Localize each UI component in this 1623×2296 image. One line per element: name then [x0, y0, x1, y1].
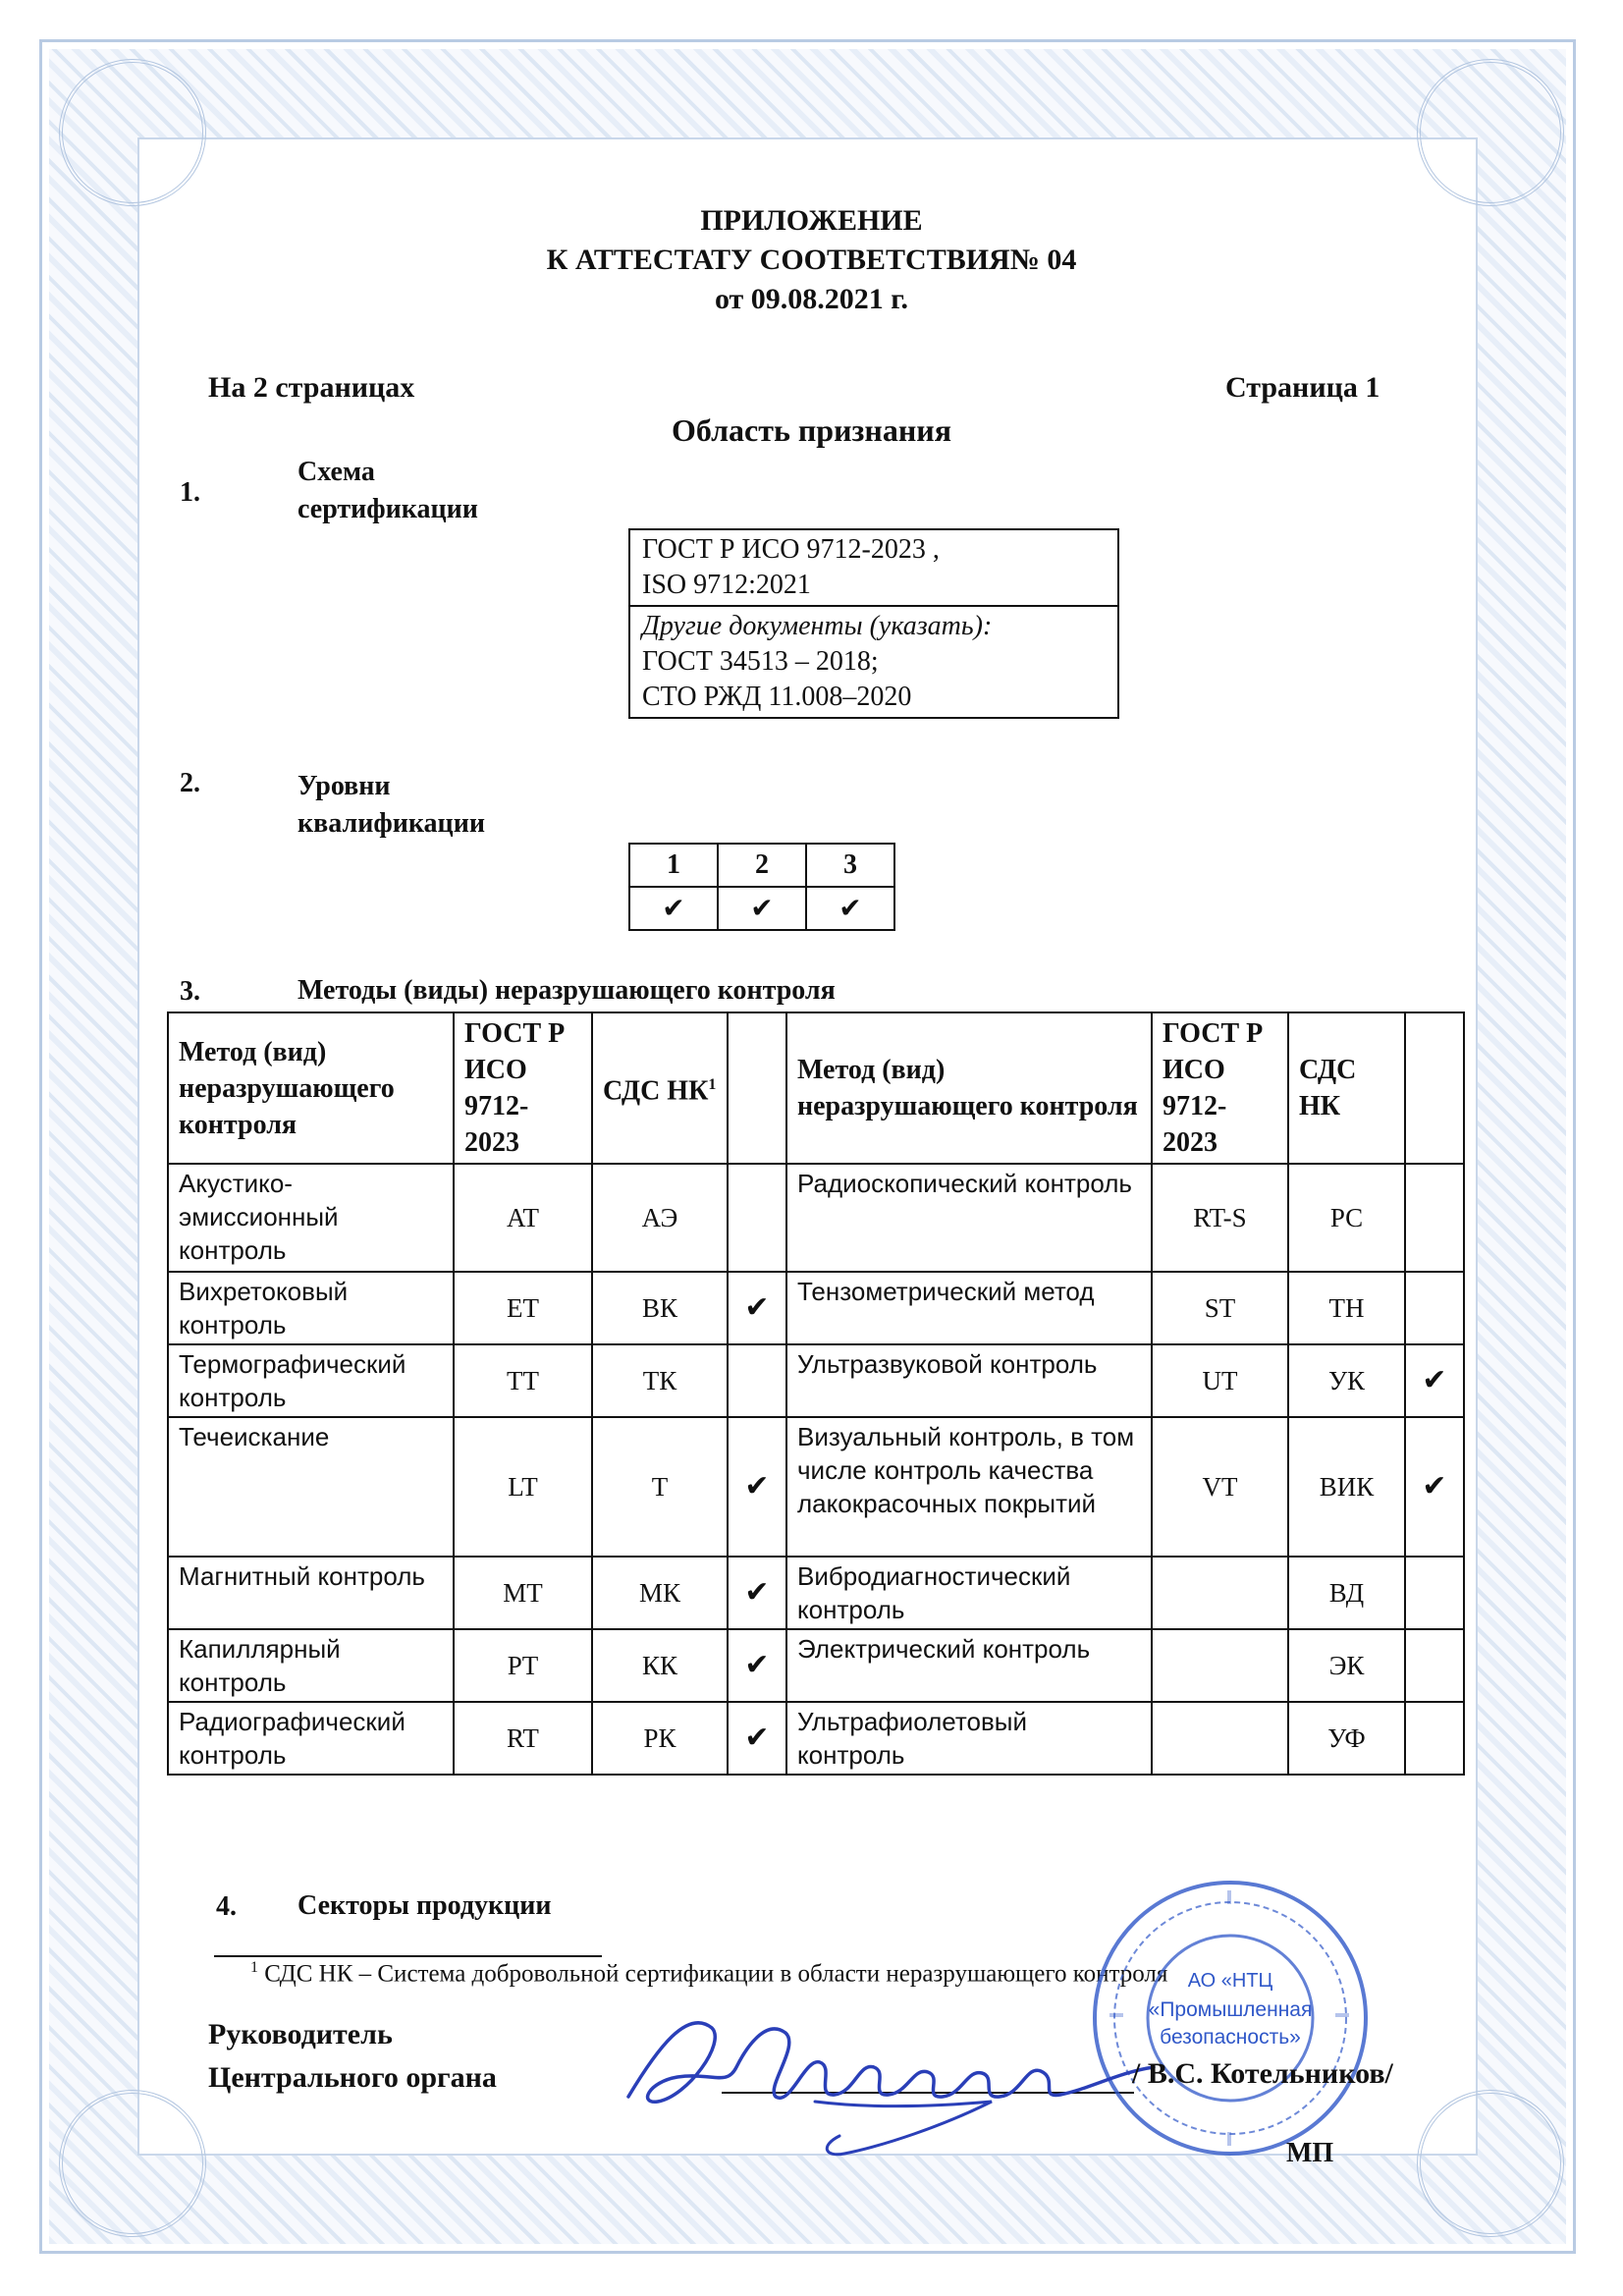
- header-sds: СДС $НК^1$: [592, 1012, 728, 1164]
- handwritten-signature: [619, 1989, 1168, 2165]
- corner-ornament: [59, 2090, 206, 2237]
- checkmark-icon: ✔: [629, 887, 718, 930]
- method-name-cell: Вибродиагностический контроль: [786, 1557, 1152, 1629]
- section-4-title: Секторы продукции: [298, 1890, 552, 1921]
- sds-code-cell: Т: [592, 1417, 728, 1557]
- sds-code-cell: МК: [592, 1557, 728, 1629]
- scheme-other-doc-line: ГОСТ 34513 – 2018;: [642, 646, 879, 677]
- checkmark-icon: [1405, 1629, 1464, 1702]
- section-1-number: 1.: [180, 477, 200, 508]
- header-gost: ГОСТ Р ИСО 9712-2023: [454, 1012, 592, 1164]
- section-3-number: 3.: [180, 976, 200, 1007]
- header-line-certificate: К АТТЕСТАТУ СООТВЕТСТВИЯ№ 04: [546, 244, 1077, 276]
- gost-code-cell: RT-S: [1152, 1164, 1288, 1272]
- gost-code-cell: AT: [454, 1164, 592, 1272]
- method-name-cell: Радиографический контроль: [168, 1702, 454, 1775]
- signer-name: / В.С. Котельников/: [1132, 2057, 1393, 2090]
- sds-code-cell: АЭ: [592, 1164, 728, 1272]
- scheme-other-docs-cell: [630, 605, 1117, 717]
- checkmark-icon: ✔: [806, 887, 894, 930]
- header-check: [1405, 1012, 1464, 1164]
- sds-code-cell: УФ: [1288, 1702, 1405, 1775]
- stamp-place-label: МП: [1286, 2138, 1334, 2168]
- method-name-cell: Магнитный контроль: [168, 1557, 454, 1629]
- sds-code-cell: ТН: [1288, 1272, 1405, 1344]
- pages-total: На 2 страницах: [208, 371, 415, 404]
- footnote-mark: 1: [250, 1959, 258, 1976]
- header-gost: ГОСТ Р ИСО 9712-2023: [1152, 1012, 1288, 1164]
- method-name-cell: Визуальный контроль, в том числе контроль качества лакокрасочных покрытий: [786, 1417, 1152, 1557]
- qualification-levels-table: [628, 843, 895, 931]
- table-row: [168, 1344, 1464, 1417]
- table-row: [168, 1557, 1464, 1629]
- signer-title-line: Центрального органа: [208, 2061, 497, 2094]
- header-line-date: от 09.08.2021 г.: [714, 283, 909, 315]
- method-name-cell: Вихретоковый контроль: [168, 1272, 454, 1344]
- stamp-org-line: «Промышленная: [1148, 1998, 1313, 2021]
- header-line-appendix: ПРИЛОЖЕНИЕ: [700, 204, 923, 237]
- section-1-title-line: Схема: [298, 457, 375, 487]
- header-sds: СДС НК: [1288, 1012, 1405, 1164]
- header-check: [728, 1012, 786, 1164]
- section-2-title-line: квалификации: [298, 808, 485, 839]
- footnote-divider: [214, 1955, 602, 1957]
- sds-code-cell: ТК: [592, 1344, 728, 1417]
- table-row: [168, 1272, 1464, 1344]
- page-number: Страница 1: [1225, 371, 1380, 404]
- gost-code-cell: ST: [1152, 1272, 1288, 1344]
- checkmark-icon: ✔: [728, 1629, 786, 1702]
- sds-code-cell: ВК: [592, 1272, 728, 1344]
- section-1-title: [298, 454, 478, 528]
- method-name-cell: Тензометрический метод: [786, 1272, 1152, 1344]
- scheme-standard-line: ГОСТ Р ИСО 9712-2023 ,: [642, 534, 940, 565]
- checkmark-icon: ✔: [728, 1417, 786, 1557]
- header-method: Метод (вид) неразрушающего контроля: [168, 1012, 454, 1164]
- gost-code-cell: PT: [454, 1629, 592, 1702]
- level-cell: 3: [806, 844, 894, 887]
- levels-header-row: [629, 844, 894, 887]
- footnote: [250, 1959, 1167, 1988]
- scheme-other-doc-line: СТО РЖД 11.008–2020: [642, 682, 912, 712]
- table-row: [168, 1417, 1464, 1557]
- sds-code-cell: РК: [592, 1702, 728, 1775]
- levels-mark-row: [629, 887, 894, 930]
- table-row: [168, 1164, 1464, 1272]
- checkmark-icon: [728, 1164, 786, 1272]
- level-cell: 2: [718, 844, 806, 887]
- gost-code-cell: ET: [454, 1272, 592, 1344]
- corner-ornament: [1417, 59, 1564, 206]
- table-row: [168, 1702, 1464, 1775]
- footnote-text: СДС НК – Система добровольной сертификации в области неразрушающего контроля: [264, 1960, 1168, 1988]
- gost-code-cell: [1152, 1702, 1288, 1775]
- method-name-cell: Термографический контроль: [168, 1344, 454, 1417]
- corner-ornament: [59, 59, 206, 206]
- method-name-cell: Ультразвуковой контроль: [786, 1344, 1152, 1417]
- section-4-number: 4.: [216, 1891, 237, 1922]
- sds-code-cell: РС: [1288, 1164, 1405, 1272]
- scheme-standard-cell: [630, 530, 1117, 605]
- checkmark-icon: ✔: [728, 1702, 786, 1775]
- section-3-title: Методы (виды) неразрушающего контроля: [298, 975, 836, 1006]
- checkmark-icon: ✔: [718, 887, 806, 930]
- section-2-title: [298, 768, 485, 843]
- checkmark-icon: ✔: [1405, 1417, 1464, 1557]
- gost-code-cell: RT: [454, 1702, 592, 1775]
- document-header: [0, 201, 1623, 319]
- checkmark-icon: [728, 1344, 786, 1417]
- section-2-title-line: Уровни: [298, 771, 391, 801]
- checkmark-icon: [1405, 1272, 1464, 1344]
- stamp-org-line: АО «НТЦ: [1187, 1970, 1273, 1992]
- sds-code-cell: ВД: [1288, 1557, 1405, 1629]
- gost-code-cell: [1152, 1629, 1288, 1702]
- scheme-other-docs-label: Другие документы (указать):: [642, 611, 993, 641]
- method-name-cell: Электрический контроль: [786, 1629, 1152, 1702]
- sds-code-cell: ЭК: [1288, 1629, 1405, 1702]
- section-2-number: 2.: [180, 768, 200, 798]
- gost-code-cell: TT: [454, 1344, 592, 1417]
- checkmark-icon: [1405, 1702, 1464, 1775]
- corner-ornament: [1417, 2090, 1564, 2237]
- method-name-cell: Радиоскопический контроль: [786, 1164, 1152, 1272]
- method-name-cell: Капиллярный контроль: [168, 1629, 454, 1702]
- table-row: [168, 1629, 1464, 1702]
- method-name-cell: Течеискание: [168, 1417, 454, 1557]
- checkmark-icon: ✔: [728, 1272, 786, 1344]
- method-name-cell: Акустико-эмиссионный контроль: [168, 1164, 454, 1272]
- certification-scheme-box: [628, 528, 1119, 719]
- ndt-methods-table: [167, 1011, 1465, 1776]
- gost-code-cell: LT: [454, 1417, 592, 1557]
- sds-code-cell: ВИК: [1288, 1417, 1405, 1557]
- signer-title: [208, 2013, 497, 2100]
- level-cell: 1: [629, 844, 718, 887]
- scheme-standard-line: ISO 9712:2021: [642, 570, 811, 600]
- method-name-cell: Ультрафиолетовый контроль: [786, 1702, 1152, 1775]
- stamp-org-line: безопасность»: [1160, 2026, 1301, 2049]
- checkmark-icon: ✔: [1405, 1344, 1464, 1417]
- section-1-title-line: сертификации: [298, 494, 478, 524]
- sds-code-cell: УК: [1288, 1344, 1405, 1417]
- gost-code-cell: MT: [454, 1557, 592, 1629]
- signer-title-line: Руководитель: [208, 2018, 393, 2050]
- checkmark-icon: [1405, 1557, 1464, 1629]
- scope-title: Область признания: [671, 412, 952, 448]
- methods-header-row: [168, 1012, 1464, 1164]
- sds-code-cell: КК: [592, 1629, 728, 1702]
- header-method: Метод (вид) неразрушающего контроля: [786, 1012, 1152, 1164]
- checkmark-icon: [1405, 1164, 1464, 1272]
- gost-code-cell: [1152, 1557, 1288, 1629]
- gost-code-cell: VT: [1152, 1417, 1288, 1557]
- checkmark-icon: ✔: [728, 1557, 786, 1629]
- gost-code-cell: UT: [1152, 1344, 1288, 1417]
